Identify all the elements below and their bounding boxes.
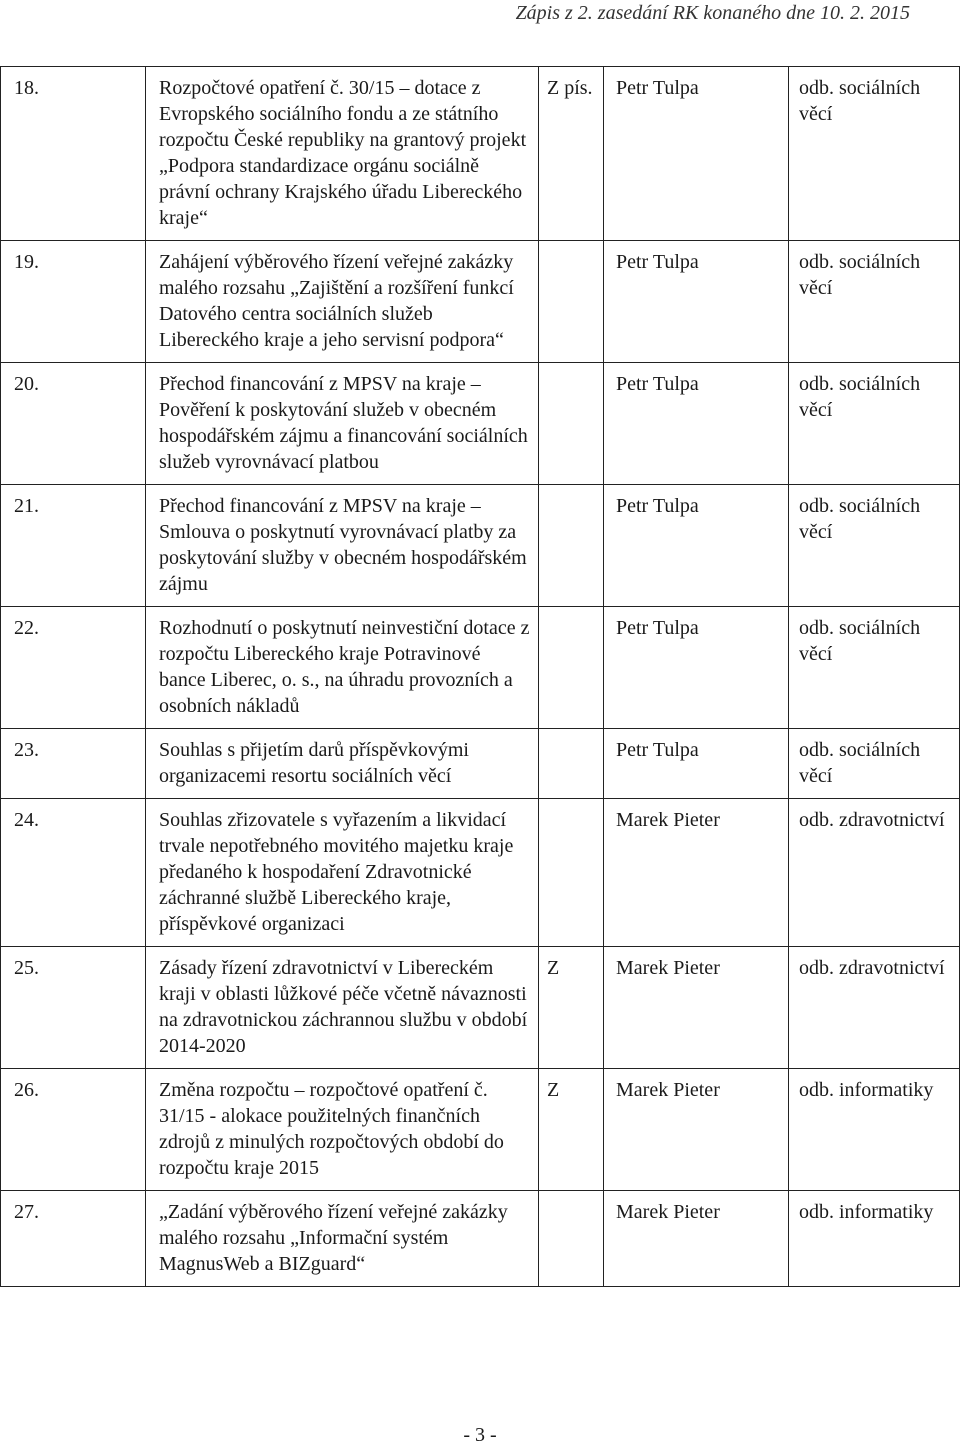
item-presenter: Petr Tulpa (604, 607, 789, 729)
item-number: 24. (1, 799, 146, 947)
item-department: odb. sociálních věcí (789, 67, 960, 241)
item-number: 25. (1, 947, 146, 1069)
item-flag: Z (539, 947, 604, 1069)
item-department: odb. informatiky (789, 1191, 960, 1287)
item-department: odb. informatiky (789, 1069, 960, 1191)
item-presenter: Petr Tulpa (604, 67, 789, 241)
item-department: odb. sociálních věcí (789, 485, 960, 607)
agenda-row (1, 729, 960, 799)
item-number: 18. (1, 67, 146, 241)
item-department: odb. zdravotnictví (789, 799, 960, 947)
item-number: 20. (1, 363, 146, 485)
agenda-row (1, 607, 960, 729)
item-flag (539, 363, 604, 485)
agenda-table-body (1, 67, 960, 1287)
item-flag (539, 485, 604, 607)
item-presenter: Marek Pieter (604, 1191, 789, 1287)
item-presenter: Petr Tulpa (604, 485, 789, 607)
item-flag (539, 241, 604, 363)
item-presenter: Marek Pieter (604, 947, 789, 1069)
page-number: - 3 - (463, 1424, 497, 1446)
item-subject: Změna rozpočtu – rozpočtové opatření č. 31/15 - alokace použitelných finančních zdrojů z minulých rozpočtových období do rozpočtu kraje 2015 (146, 1069, 539, 1191)
item-number: 26. (1, 1069, 146, 1191)
document-header: Zápis z 2. zasedání RK konaného dne 10. 2. 2015 (515, 2, 910, 24)
agenda-row (1, 485, 960, 607)
item-subject: Zásady řízení zdravotnictví v Libereckém kraji v oblasti lůžkové péče včetně návaznosti na zdravotnickou záchrannou službu v období 2014-2020 (146, 947, 539, 1069)
item-number: 19. (1, 241, 146, 363)
item-department: odb. sociálních věcí (789, 607, 960, 729)
item-number: 23. (1, 729, 146, 799)
item-subject: Souhlas zřizovatele s vyřazením a likvidací trvale nepotřebného movitého majetku kraje předaného k hospodaření Zdravotnické záchranné službě Libereckého kraje, příspěvkové organizaci (146, 799, 539, 947)
item-number: 21. (1, 485, 146, 607)
item-subject: Přechod financování z MPSV na kraje – Smlouva o poskytnutí vyrovnávací platby za poskytování služby v obecném hospodářském zájmu (146, 485, 539, 607)
agenda-row (1, 1191, 960, 1287)
agenda-row (1, 363, 960, 485)
item-flag (539, 729, 604, 799)
item-subject: „Zadání výběrového řízení veřejné zakázky malého rozsahu „Informační systém MagnusWeb a BIZguard“ (146, 1191, 539, 1287)
item-subject: Přechod financování z MPSV na kraje – Pověření k poskytování služeb v obecném hospodářském zájmu a financování sociálních služeb vyrovnávací platbou (146, 363, 539, 485)
item-subject: Zahájení výběrového řízení veřejné zakázky malého rozsahu „Zajištění a rozšíření funkcí Datového centra sociálních služeb Libereckého kraje a jeho servisní podpora“ (146, 241, 539, 363)
item-department: odb. sociálních věcí (789, 241, 960, 363)
item-flag: Z (539, 1069, 604, 1191)
item-subject: Rozhodnutí o poskytnutí neinvestiční dotace z rozpočtu Libereckého kraje Potravinové bance Liberec, o. s., na úhradu provozních a osobních nákladů (146, 607, 539, 729)
agenda-row (1, 1069, 960, 1191)
item-presenter: Marek Pieter (604, 799, 789, 947)
item-department: odb. zdravotnictví (789, 947, 960, 1069)
item-presenter: Petr Tulpa (604, 363, 789, 485)
item-department: odb. sociálních věcí (789, 729, 960, 799)
item-flag (539, 1191, 604, 1287)
item-flag (539, 607, 604, 729)
agenda-row (1, 67, 960, 241)
item-number: 27. (1, 1191, 146, 1287)
item-presenter: Petr Tulpa (604, 729, 789, 799)
item-number: 22. (1, 607, 146, 729)
agenda-row (1, 799, 960, 947)
item-flag (539, 799, 604, 947)
item-flag: Z pís. (539, 67, 604, 241)
item-presenter: Marek Pieter (604, 1069, 789, 1191)
item-subject: Rozpočtové opatření č. 30/15 – dotace z Evropského sociálního fondu a ze státního rozpočtu České republiky na grantový projekt „Podpora standardizace orgánu sociálně právní ochrany Krajského úřadu Libereckého kraje“ (146, 67, 539, 241)
item-department: odb. sociálních věcí (789, 363, 960, 485)
item-presenter: Petr Tulpa (604, 241, 789, 363)
item-subject: Souhlas s přijetím darů příspěvkovými organizacemi resortu sociálních věcí (146, 729, 539, 799)
agenda-row (1, 241, 960, 363)
agenda-table (0, 66, 960, 1287)
agenda-row (1, 947, 960, 1069)
